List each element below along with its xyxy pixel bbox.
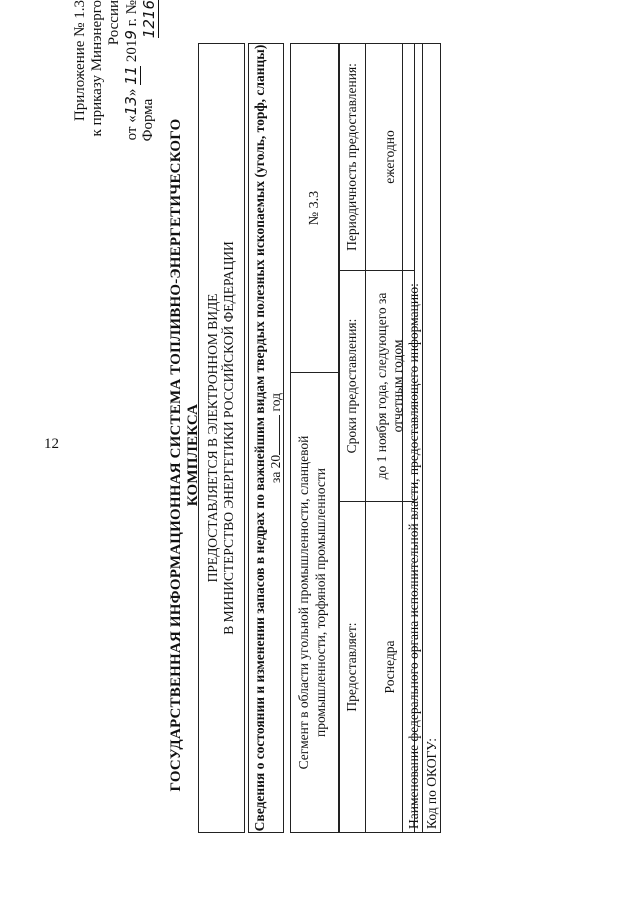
segment-box <box>290 43 340 833</box>
segment-line-2: промышленности, торфяной промышленности <box>313 467 328 738</box>
notice-line-1: ПРЕДОСТАВЛЯЕТСЯ В ЭЛЕКТРОННОМ ВИДЕ <box>205 293 220 583</box>
authority-name-field: Наименование федерального органа исполнительной власти, предоставляющего информацию: <box>405 44 423 832</box>
date-close-quote: » <box>124 88 140 97</box>
report-title-box <box>248 43 284 833</box>
provider-header: Предоставляет: <box>339 502 366 833</box>
order-year-prefix: 201 <box>124 39 140 63</box>
order-number: 1216 <box>140 0 158 39</box>
segment-number: № 3.3 <box>307 190 322 226</box>
footer-fields <box>405 43 441 833</box>
order-day: 13 <box>122 96 140 116</box>
frequency-header: Периодичность предоставления: <box>339 44 366 271</box>
report-period-suffix: год <box>268 393 283 412</box>
notice-line-2: В МИНИСТЕРСТВО ЭНЕРГЕТИКИ РОССИЙСКОЙ ФЕДЕРАЦИИ <box>221 241 236 635</box>
system-title: ГОСУДАРСТВЕННАЯ ИНФОРМАЦИОННАЯ СИСТЕМА ТОПЛИВНО-ЭНЕРГЕТИЧЕСКОГО КОМПЛЕКСА <box>168 118 201 792</box>
report-title: Сведения о состоянии и изменении запасов в недрах по важнейшим видам твердых полезных ископаемых (уголь, торф, сланцы) <box>252 44 267 832</box>
provision-table <box>338 43 415 833</box>
footer-rule <box>402 43 403 833</box>
order-year-digit: 9 <box>122 30 140 40</box>
report-period-prefix: за 20 <box>268 454 283 484</box>
form-label: Форма <box>140 98 156 142</box>
order-number-label: г. № <box>124 0 140 31</box>
report-year-blank <box>279 415 280 455</box>
page-number: 12 <box>44 436 59 452</box>
report-period <box>268 44 284 832</box>
date-open-quote: от « <box>124 115 140 141</box>
order-month: 11 <box>122 65 140 85</box>
order-year <box>124 30 140 62</box>
segment-name <box>291 372 339 832</box>
segment-line-1: Сегмент в области угольной промышленности, сланцевой <box>296 435 311 770</box>
provider-value: Роснедра <box>366 502 415 833</box>
provision-header-row <box>339 44 366 833</box>
frequency-value: ежегодно <box>366 44 415 271</box>
attachment-line-2: к приказу Минэнерго России <box>89 0 122 137</box>
deadline-header: Сроки предоставления: <box>339 271 366 502</box>
deadline-value: до 1 ноября года, следующего за отчетным годом <box>366 271 415 502</box>
attachment-line-1: Приложение № 1.3 <box>72 0 88 122</box>
electronic-submission-notice <box>198 43 245 833</box>
okogu-code-field: Код по ОКОГУ: <box>424 737 439 829</box>
